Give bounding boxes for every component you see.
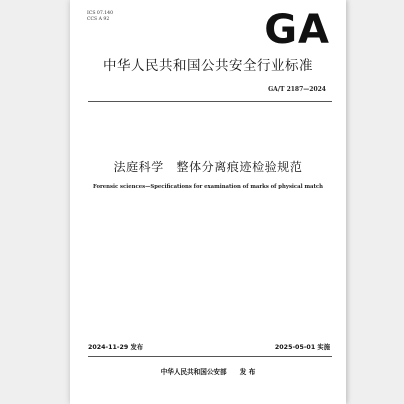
- ics-code: ICS 07.140: [87, 11, 114, 16]
- ga-logo: GA: [264, 7, 330, 53]
- document-title-english: Forensic sciences—Specifications for examination of marks of physical match: [92, 184, 324, 190]
- header-divider: [88, 101, 332, 102]
- standard-category-title: 中华人民共和国公共安全行业标准: [103, 58, 313, 74]
- document-title-chinese: 法庭科学 整体分离痕迹检验规范: [113, 160, 303, 174]
- classification-codes: [87, 11, 113, 23]
- document-cover-page: [70, 0, 346, 404]
- footer-divider: [88, 356, 332, 357]
- issue-date: 2024-11-29 发布: [88, 344, 144, 351]
- standard-number: GA/T 2187—2024: [268, 86, 326, 93]
- publisher: 中华人民共和国公安部 发 布: [160, 368, 256, 376]
- implementation-date: 2025-05-01 实施: [274, 344, 330, 351]
- ccs-code: CCS A 92: [87, 17, 110, 22]
